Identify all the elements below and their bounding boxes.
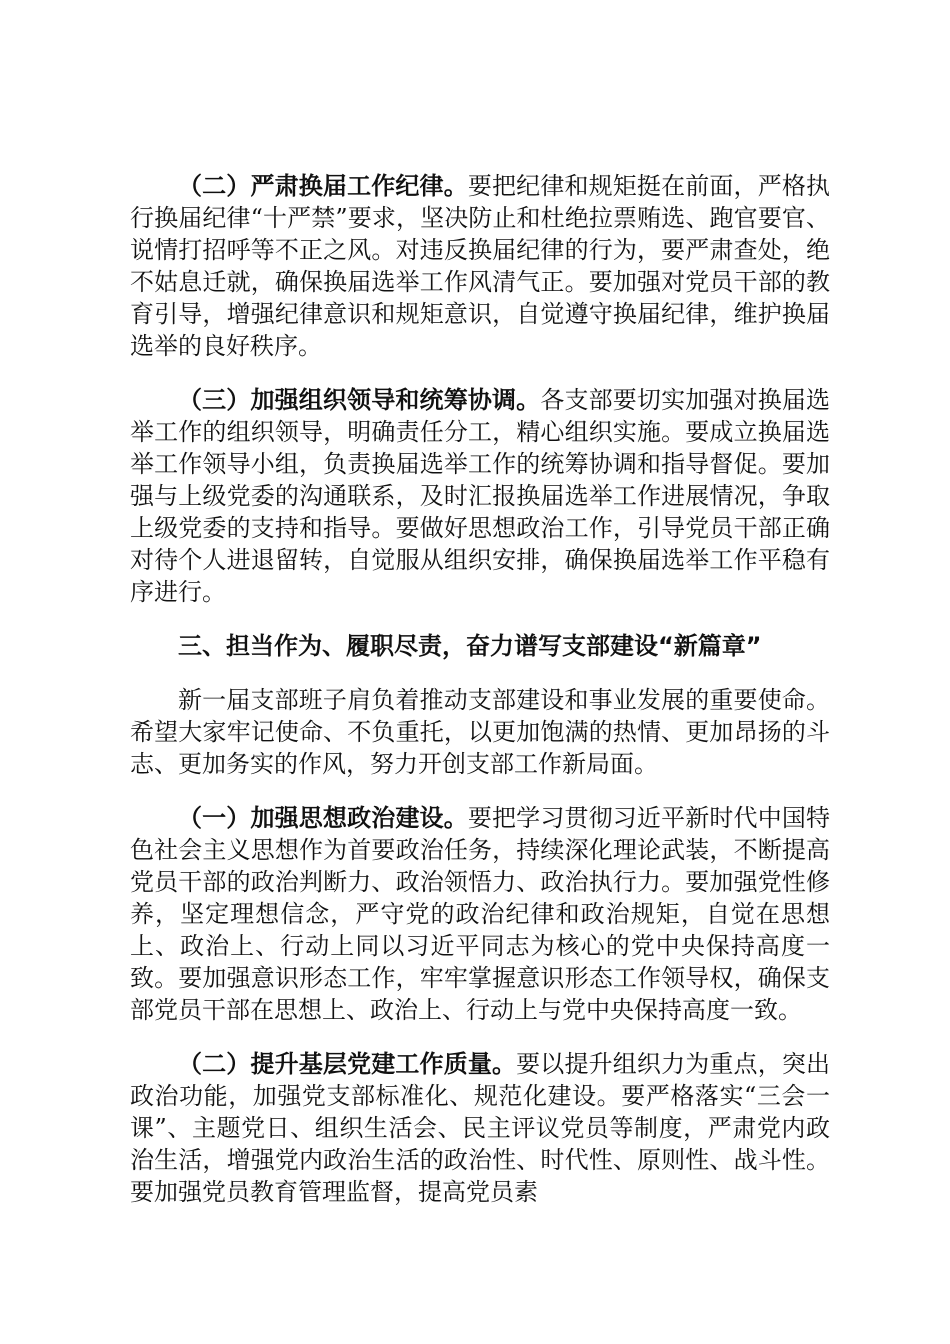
section-heading: 三、担当作为、履职尽责，奋力谱写支部建设“新篇章” bbox=[178, 632, 762, 660]
paragraph-party-building-quality bbox=[130, 1048, 830, 1208]
paragraph-mission bbox=[130, 684, 830, 780]
paragraph-lead: （二）严肃换届工作纪律。 bbox=[178, 172, 468, 200]
paragraph-lead: （一）加强思想政治建设。 bbox=[178, 804, 468, 832]
paragraph-body: 要以提升组织力为重点，突出政治功能，加强党支部标准化、规范化建设。要严格落实“三会一课”、主题党日、组织生活会、民主评议党员等制度，严肃党内政治生活，增强党内政治生活的政治性、时代性、原则性、战斗性。要加强党员教育管理监督，提高党员素 bbox=[130, 1050, 831, 1206]
paragraph-body: 要把学习贯彻习近平新时代中国特色社会主义思想作为首要政治任务，持续深化理论武装，不断提高党员干部的政治判断力、政治领悟力、政治执行力。要加强党性修养，坚定理想信念，严守党的政治纪律和政治规矩，自觉在思想上、政治上、行动上同以习近平同志为核心的党中央保持高度一致。要加强意识形态工作，牢牢掌握意识形态工作领导权，确保支部党员干部在思想上、政治上、行动上与党中央保持高度一致。 bbox=[130, 804, 831, 1024]
paragraph-body: 新一届支部班子肩负着推动支部建设和事业发展的重要使命。希望大家牢记使命、不负重托，以更加饱满的热情、更加昂扬的斗志、更加务实的作风，努力开创支部工作新局面。 bbox=[130, 686, 830, 778]
document-page bbox=[130, 170, 830, 1230]
paragraph-body: 要把纪律和规矩挺在前面，严格执行换届纪律“十严禁”要求，坚决防止和杜绝拉票贿选、跑官要官、说情打招呼等不正之风。对违反换届纪律的行为，要严肃查处，绝不姑息迁就，确保换届选举工作风清气正。要加强对党员干部的教育引导，增强纪律意识和规矩意识，自觉遵守换届纪律，维护换届选举的良好秩序。 bbox=[130, 172, 831, 360]
paragraph-lead: （二）提升基层党建工作质量。 bbox=[178, 1050, 517, 1078]
paragraph-political-building bbox=[130, 802, 830, 1026]
paragraph-leadership bbox=[130, 384, 830, 608]
paragraph-lead: （三）加强组织领导和统筹协调。 bbox=[178, 386, 541, 414]
paragraph-body: 各支部要切实加强对换届选举工作的组织领导，明确责任分工，精心组织实施。要成立换届选举工作领导小组，负责换届选举工作的统筹协调和指导督促。要加强与上级党委的沟通联系，及时汇报换届选举工作进展情况，争取上级党委的支持和指导。要做好思想政治工作，引导党员干部正确对待个人进退留转，自觉服从组织安排，确保换届选举工作平稳有序进行。 bbox=[130, 386, 831, 606]
paragraph-discipline bbox=[130, 170, 830, 362]
